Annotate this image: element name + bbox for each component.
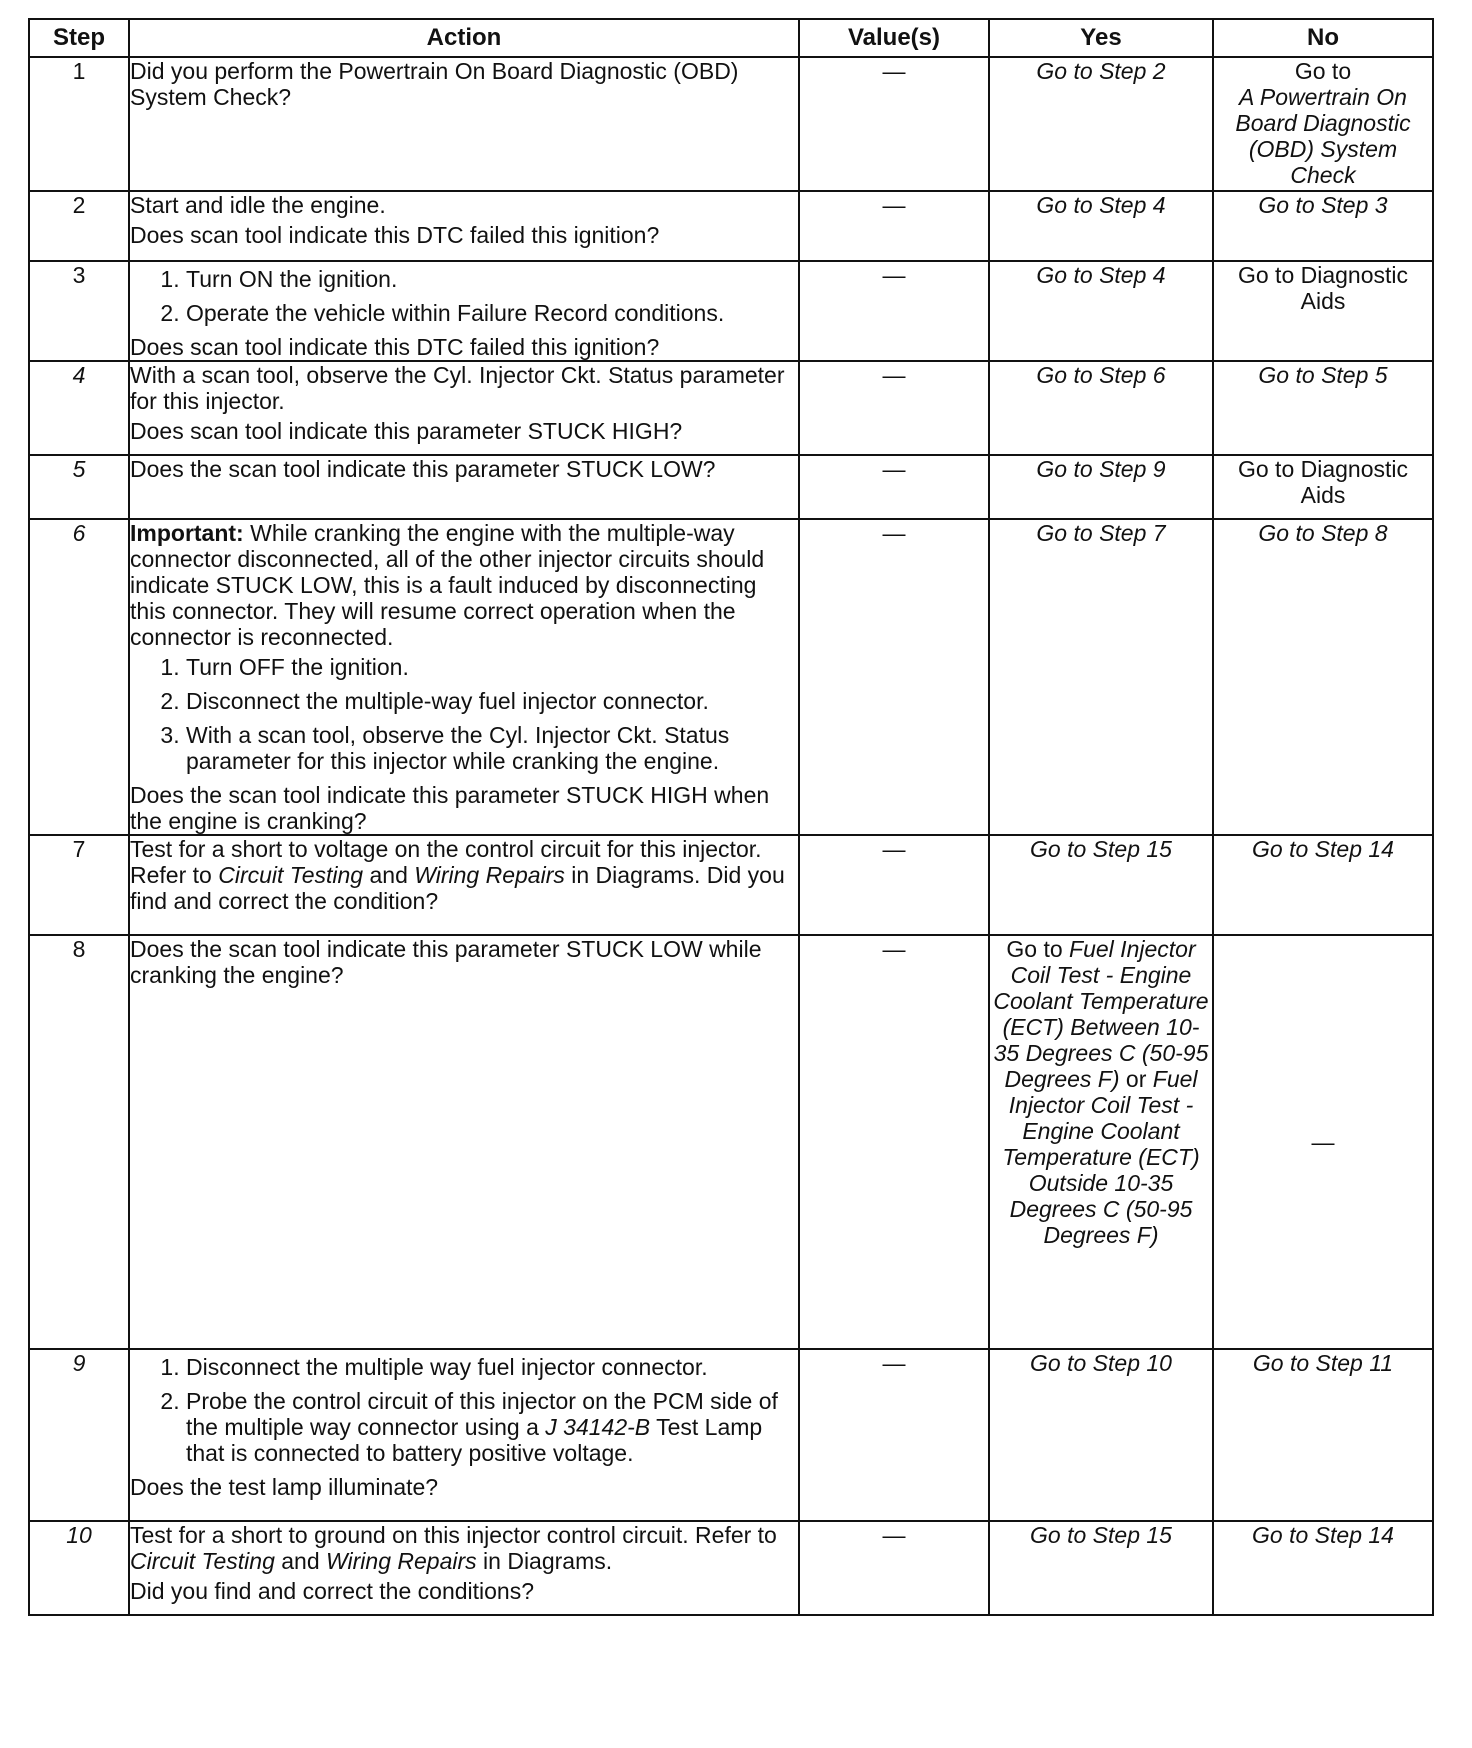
yes-link[interactable]: Go to Step 15 [1030,1522,1172,1548]
reference-wiring-repairs[interactable]: Wiring Repairs [326,1548,477,1574]
action-text-part: in Diagrams. [483,1548,613,1574]
action-step: 3. With a scan tool, observe the Cyl. Injector Ckt. Status parameter for this injector while cranking the engine. [186,722,798,774]
yes-cell [989,57,1213,191]
yes-cell [989,1349,1213,1521]
no-cell [1213,519,1433,835]
yes-link[interactable]: Go to Step 7 [1036,520,1166,546]
table-row [29,361,1433,455]
action-step [186,1388,798,1466]
question-text: Does the test lamp illuminate? [130,1474,439,1500]
question-text: Did you find and correct the conditions? [130,1578,535,1604]
no-cell [1213,835,1433,935]
action-text-part: Probe the control circuit of this injector on the PCM side of the multiple way connector using a [186,1388,778,1440]
header-step: Step [29,19,129,57]
value-cell: — [799,191,989,261]
step-number: 3 [29,261,129,361]
step-number: 6 [29,519,129,835]
value-cell: — [799,1349,989,1521]
value-cell: — [799,835,989,935]
table-row [29,455,1433,519]
header-values: Value(s) [799,19,989,57]
fuel-injector-coil-test-outside: Fuel Injector Coil Test - Engine Coolant Temperature (ECT) Outside 10-35 Degrees C (50-95 Degrees F) [1002,1066,1200,1248]
yes-link[interactable]: Go to Step 15 [1030,836,1172,862]
table-row [29,261,1433,361]
action-steps [130,1354,798,1466]
no-cell [1213,1521,1433,1615]
no-link[interactable]: Go to Diagnostic Aids [1237,262,1409,314]
step-number: 7 [29,835,129,935]
yes-link[interactable]: Go to Step 10 [1030,1350,1172,1376]
no-link[interactable]: Go to Diagnostic Aids [1237,456,1409,508]
no-cell: — [1213,935,1433,1349]
no-link[interactable] [1214,58,1432,188]
action-cell [129,361,799,455]
action-cell [129,835,799,935]
action-steps [130,654,798,774]
table-row [29,519,1433,835]
action-step: 2. Disconnect the multiple-way fuel injector connector. [186,688,798,714]
yes-cell [989,261,1213,361]
no-link[interactable]: Go to Step 3 [1258,192,1388,218]
reference-wiring-repairs[interactable]: Wiring Repairs [414,862,565,888]
action-step: 2. Operate the vehicle within Failure Record conditions. [186,300,798,326]
important-note [130,520,798,650]
yes-link[interactable]: Go to Step 4 [1036,262,1166,288]
action-text-part: and [369,862,408,888]
tool-reference: J 34142-B [545,1414,651,1440]
yes-link[interactable]: Go to Step 6 [1036,362,1166,388]
no-cell [1213,455,1433,519]
yes-cell [989,835,1213,935]
reference-circuit-testing[interactable]: Circuit Testing [130,1548,275,1574]
no-link[interactable]: Go to Step 8 [1258,520,1388,546]
action-cell [129,57,799,191]
action-cell [129,519,799,835]
action-step: 1. Turn OFF the ignition. [186,654,798,680]
table-row [29,935,1433,1349]
yes-cell [989,935,1213,1349]
important-text: While cranking the engine with the multiple-way connector disconnected, all of the other injector circuits should indicate STUCK LOW, this is a fault induced by disconnecting this connector. They will resume correct operation when the connector is reconnected. [130,520,765,650]
step-number: 8 [29,935,129,1349]
fuel-injector-coil-test-between: Fuel Injector Coil Test - Engine Coolant Temperature (ECT) Between 10-35 Degrees C (50-95 Degrees F) [993,936,1209,1092]
step-number: 2 [29,191,129,261]
no-cell [1213,361,1433,455]
no-reference: A Powertrain On Board Diagnostic (OBD) System Check [1235,84,1411,188]
yes-or: or [1125,1066,1147,1092]
no-cell [1213,191,1433,261]
action-step: 1. Turn ON the ignition. [186,266,798,292]
value-cell: — [799,261,989,361]
action-cell [129,1349,799,1521]
no-cell [1213,261,1433,361]
table-row [29,57,1433,191]
no-cell [1213,57,1433,191]
action-step: 1. Disconnect the multiple way fuel injector connector. [186,1354,798,1380]
action-text: Does the scan tool indicate this parameter STUCK LOW while cranking the engine? [130,936,762,988]
yes-cell [989,361,1213,455]
step-number: 9 [29,1349,129,1521]
value-cell: — [799,455,989,519]
important-label: Important: [130,520,244,546]
step-number: 10 [29,1521,129,1615]
header-action: Action [129,19,799,57]
no-cell [1213,1349,1433,1521]
action-text: Does the scan tool indicate this parameter STUCK LOW? [130,456,716,482]
no-link[interactable]: Go to Step 14 [1252,836,1394,862]
action-text-part: and [281,1548,320,1574]
table-row [29,835,1433,935]
no-link[interactable]: Go to Step 14 [1252,1522,1394,1548]
question-text: Does the scan tool indicate this parameter STUCK HIGH when the engine is cranking? [130,782,770,834]
action-text-part: Test for a short to voltage on the control circuit for this injector. Refer to [130,836,762,888]
action-text: Start and idle the engine. [130,192,386,218]
yes-link[interactable]: Go to Step 9 [1036,456,1166,482]
reference-circuit-testing[interactable]: Circuit Testing [218,862,364,888]
yes-prefix: Go to [1006,936,1063,962]
yes-cell [989,191,1213,261]
yes-cell [989,455,1213,519]
action-cell [129,455,799,519]
action-text-part: Test Lamp that is connected to battery positive voltage. [186,1414,763,1466]
no-link[interactable]: Go to Step 5 [1258,362,1388,388]
header-yes: Yes [989,19,1213,57]
table-row [29,191,1433,261]
header-row [29,19,1433,57]
action-text-part: Test for a short to ground on this injector control circuit. Refer to [130,1522,777,1548]
step-number: 1 [29,57,129,191]
yes-cell [989,519,1213,835]
action-cell [129,261,799,361]
action-text: Did you perform the Powertrain On Board Diagnostic (OBD) System Check? [130,58,739,110]
action-text: With a scan tool, observe the Cyl. Injector Ckt. Status parameter for this injector. [130,362,785,414]
value-cell: — [799,57,989,191]
table-row [29,1349,1433,1521]
action-cell [129,191,799,261]
action-steps [130,266,798,326]
step-number: 5 [29,455,129,519]
yes-link[interactable]: Go to Step 2 [1036,58,1166,84]
header-no: No [1213,19,1433,57]
value-cell: — [799,1521,989,1615]
action-cell [129,1521,799,1615]
question-text: Does scan tool indicate this DTC failed this ignition? [130,334,660,360]
value-cell: — [799,361,989,455]
action-text [130,1522,798,1574]
question-text: in Diagrams. Did you find and correct the condition? [130,862,785,914]
question-text: Does scan tool indicate this DTC failed this ignition? [130,222,660,248]
diagnostic-table [28,18,1434,1616]
step-number: 4 [29,361,129,455]
value-cell: — [799,519,989,835]
question-text: Does scan tool indicate this parameter STUCK HIGH? [130,418,683,444]
table-row [29,1521,1433,1615]
yes-link[interactable]: Go to Step 4 [1036,192,1166,218]
no-link[interactable]: Go to Step 11 [1252,1350,1394,1376]
yes-link[interactable] [990,936,1212,1248]
no-prefix: Go to [1294,58,1352,84]
yes-cell [989,1521,1213,1615]
value-cell: — [799,935,989,1349]
action-text [130,836,798,914]
action-cell [129,935,799,1349]
